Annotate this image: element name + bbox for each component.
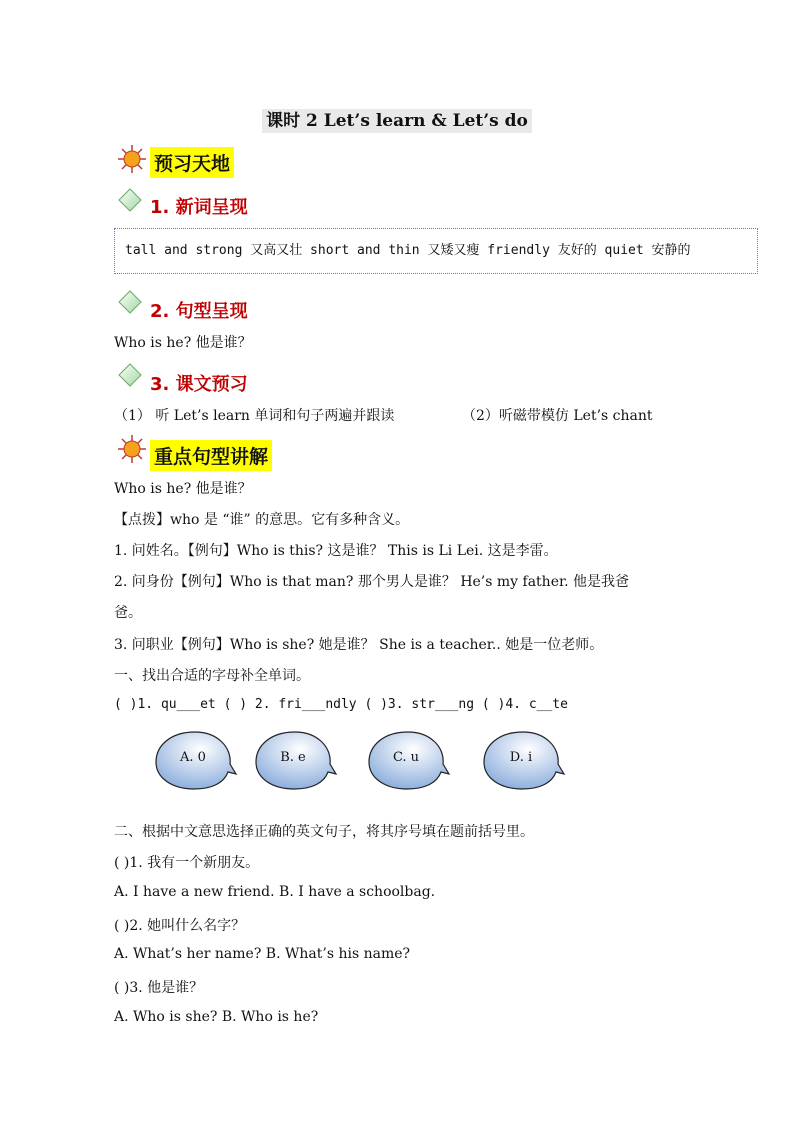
new-words-text: tall and strong 又高又壮 short and thin 又矮又瘦 friendly 友好的 quiet 安静的 [125,243,691,258]
subsection-new-words: 1. 新词呈现 [150,197,248,218]
diamond-icon [118,290,142,314]
section-preview-heading: 预习天地 [150,147,234,178]
pattern-text: Who is he? 他是谁？ [114,335,252,351]
preview-task-1: （1） 听 Let’s learn 单词和句子两遍并跟读 [114,408,395,424]
sun-icon [117,434,147,464]
answer-1: A. I have a new friend. B. I have a schoolbag. [114,884,436,900]
option-label: A. 0 [180,750,206,765]
question-2: ( )2. 她叫什么名字？ [114,918,246,934]
option-bubble-c [365,728,451,792]
subsection-text-preview: 3. 课文预习 [150,374,248,395]
new-words-box [114,228,758,274]
answer-3: A. Who is she? B. Who is he? [114,1009,319,1025]
option-label: B. e [280,750,306,765]
key-line: 【点拨】who 是 “谁” 的意思。它有多种含义。 [114,512,410,528]
section-key-heading: 重点句型讲解 [150,440,272,471]
option-label: D. i [509,750,533,765]
preview-task-2: （2）听磁带模仿 Let’s chant [462,408,653,424]
exercise-1-heading: 一、找出合适的字母补全单词。 [114,668,310,684]
page-title: 课时 2 Let’s learn & Let’s do [0,106,794,131]
question-1: ( )1. 我有一个新朋友。 [114,855,260,871]
option-label: C. u [392,750,420,765]
key-line: 爸。 [114,605,142,621]
sun-icon [117,144,147,174]
option-bubble-a [152,728,238,792]
option-bubble-b [252,728,338,792]
key-line: 1. 问姓名。【例句】Who is this? 这是谁？ This is Li Lei. 这是李雷。 [114,543,558,559]
key-line: 2. 问身份【例句】Who is that man? 那个男人是谁？ He’s my father. 他是我爸 [114,574,630,590]
subsection-pattern: 2. 句型呈现 [150,301,248,322]
exercise-2-heading: 二、根据中文意思选择正确的英文句子，将其序号填在题前括号里。 [114,824,534,840]
exercise-1-items: ( )1. qu___et ( ) 2. fri___ndly ( )3. str___ng ( )4. c__te [114,697,568,712]
question-3: ( )3. 他是谁？ [114,980,204,996]
diamond-icon [118,363,142,387]
key-line: Who is he? 他是谁？ [114,481,252,497]
diamond-icon [118,188,142,212]
answer-2: A. What’s her name? B. What’s his name? [114,946,411,962]
key-line: 3. 问职业【例句】Who is she? 她是谁？ She is a teacher.. 她是一位老师。 [114,637,604,653]
option-bubble-d [480,728,566,792]
